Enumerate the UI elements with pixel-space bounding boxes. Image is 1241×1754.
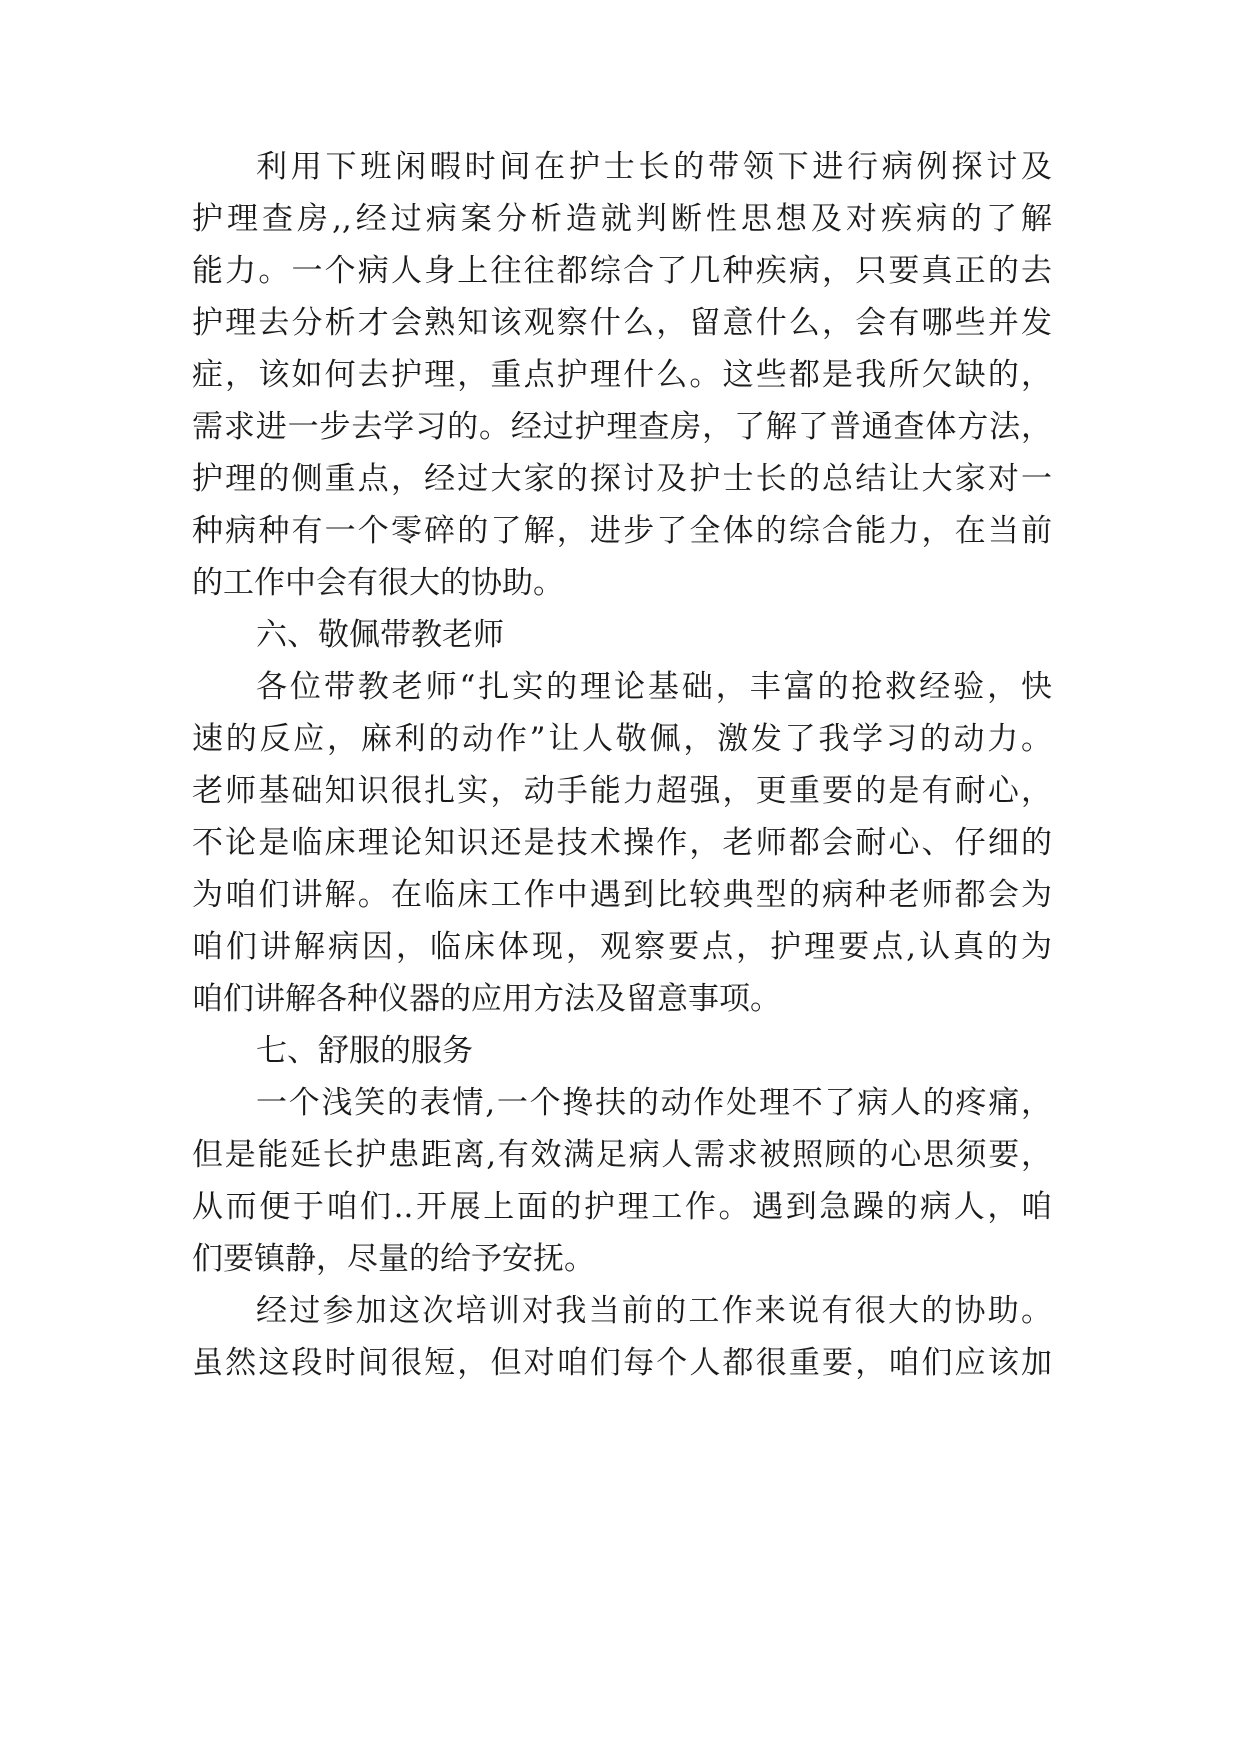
- paragraph-line: 护理的侧重点，经过大家的探讨及护士长的总结让大家对一: [192, 461, 1052, 497]
- paragraph-line: 症，该如何去护理，重点护理什么。这些都是我所欠缺的，: [192, 357, 1052, 393]
- paragraph-line: 经过参加这次培训对我当前的工作来说有很大的协助。: [256, 1293, 1052, 1329]
- paragraph-line: 们要镇静，尽量的给予安抚。: [192, 1241, 595, 1277]
- paragraph-line: 咱们讲解病因，临床体现，观察要点，护理要点,认真的为: [192, 929, 1052, 965]
- paragraph-line: 各位带教老师“扎实的理论基础，丰富的抢救经验，快: [256, 669, 1052, 705]
- paragraph-line: 从而便于咱们..开展上面的护理工作。遇到急躁的病人，咱: [192, 1189, 1052, 1225]
- paragraph-line: 老师基础知识很扎实，动手能力超强，更重要的是有耐心，: [192, 773, 1052, 809]
- paragraph-line: 需求进一步去学习的。经过护理查房，了解了普通查体方法，: [192, 409, 1052, 445]
- paragraph-line: 护理查房,,经过病案分析造就判断性思想及对疾病的了解: [192, 201, 1052, 237]
- paragraph-line: 速的反应，麻利的动作”让人敬佩，激发了我学习的动力。: [192, 721, 1052, 757]
- paragraph-line: 不论是临床理论知识还是技术操作，老师都会耐心、仔细的: [192, 825, 1052, 861]
- paragraph-line: 咱们讲解各种仪器的应用方法及留意事项。: [192, 981, 781, 1017]
- paragraph-line: 为咱们讲解。在临床工作中遇到比较典型的病种老师都会为: [192, 877, 1052, 913]
- section-heading: 七、舒服的服务: [256, 1033, 473, 1069]
- paragraph-line: 利用下班闲暇时间在护士长的带领下进行病例探讨及: [256, 149, 1052, 185]
- section-heading: 六、敬佩带教老师: [256, 617, 504, 653]
- paragraph-line: 能力。一个病人身上往往都综合了几种疾病，只要真正的去: [192, 253, 1052, 289]
- paragraph-line: 一个浅笑的表情,一个搀扶的动作处理不了病人的疼痛，: [256, 1085, 1052, 1121]
- paragraph-line: 护理去分析才会熟知该观察什么，留意什么，会有哪些并发: [192, 305, 1052, 341]
- paragraph-line: 虽然这段时间很短，但对咱们每个人都很重要，咱们应该加: [192, 1345, 1052, 1381]
- paragraph-line: 的工作中会有很大的协助。: [192, 565, 564, 601]
- paragraph-line: 但是能延长护患距离,有效满足病人需求被照顾的心思须要，: [192, 1137, 1052, 1173]
- paragraph-line: 种病种有一个零碎的了解，进步了全体的综合能力，在当前: [192, 513, 1052, 549]
